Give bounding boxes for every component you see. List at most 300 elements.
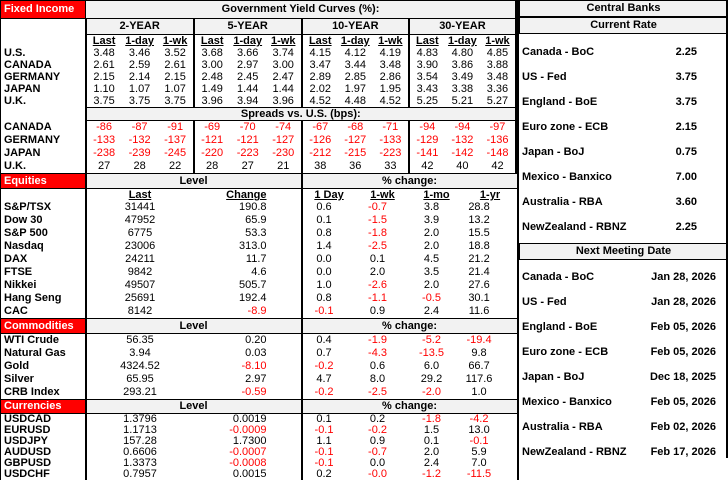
spread-cell: 40 [456, 160, 469, 172]
pct-1wk: 0.0 [369, 457, 386, 469]
yield-cell: 2.48 [194, 71, 230, 83]
row-label: USDCAD [4, 413, 52, 425]
change-value: 192.4 [238, 292, 267, 304]
pct-1day: 0.0 [302, 253, 356, 266]
yield-cell: 3.38 [451, 83, 474, 95]
spread-cell: -129 [409, 134, 445, 147]
pct-1mo: 6.0 [423, 360, 440, 372]
central-bank-name: Mexico - Banxico [522, 395, 612, 408]
central-bank-name: Australia - RBA [522, 420, 603, 433]
pct-1day: 0.0 [302, 266, 356, 279]
central-bank-rate: 3.75 [675, 95, 697, 108]
spread-cell: -142 [451, 147, 474, 159]
spread-cell: -94 [409, 121, 445, 135]
spread-cell: -67 [302, 121, 338, 135]
row-label: CANADA [4, 59, 52, 71]
central-bank-meeting-row [519, 339, 728, 364]
pct-1yr: 5.9 [471, 446, 487, 458]
yield-cell: 3.75 [86, 95, 122, 108]
spread-cell: -121 [194, 134, 230, 147]
yield-row [1, 71, 517, 83]
change-value: 190.8 [238, 201, 267, 213]
spread-cell: -136 [486, 134, 509, 146]
pct-1day: -0.1 [302, 447, 356, 458]
yield-cell: 3.48 [379, 59, 402, 71]
yield-cell: 1.10 [86, 83, 122, 95]
central-bank-meeting-date: Feb 05, 2026 [650, 320, 716, 333]
yield-cell: 3.74 [272, 47, 294, 59]
spread-cell: -141 [409, 147, 445, 160]
pct-1mo: -1.2 [422, 468, 441, 480]
pct-1day: 0.4 [302, 334, 356, 348]
yield-cell: 1.97 [344, 83, 366, 95]
row-label: Natural Gas [4, 347, 66, 359]
row-label: CRB Index [4, 386, 60, 398]
pct-1yr: 13.0 [468, 424, 490, 436]
spread-cell: -133 [379, 134, 402, 146]
spread-cell: -245 [164, 147, 187, 159]
central-bank-meeting-date: Feb 17, 2026 [650, 445, 716, 458]
pct-1wk: -2.6 [368, 279, 387, 291]
central-bank-meeting-row [519, 439, 728, 464]
last-value: 23006 [86, 240, 194, 253]
row-label: Nikkei [4, 279, 37, 291]
pct-1yr: 30.1 [468, 292, 490, 304]
pct-1wk: 0.6 [369, 360, 386, 372]
spread-cell: -91 [167, 121, 184, 133]
spread-cell: -132 [128, 134, 151, 146]
equity-row [1, 253, 518, 266]
yield-cell: 3.96 [194, 95, 230, 108]
pct-1yr: 27.6 [468, 279, 490, 291]
spread-cell: -86 [86, 121, 122, 135]
spread-cell: 27 [86, 160, 122, 173]
equity-row [1, 305, 518, 318]
change-value: 0.03 [245, 347, 267, 359]
commodity-row [1, 360, 518, 373]
equity-row [1, 227, 518, 240]
yield-cell: 2.45 [236, 71, 259, 83]
level-header: Level [86, 174, 302, 189]
last-value: 8142 [86, 305, 194, 318]
commodity-row [1, 373, 518, 386]
yield-cell: 5.25 [409, 95, 445, 108]
pct-1mo: 2.0 [423, 227, 440, 239]
yield-cell: 4.52 [302, 95, 338, 108]
yield-cell: 4.52 [379, 95, 402, 107]
yield-cell: 4.83 [409, 47, 445, 59]
change-value: 11.7 [245, 253, 267, 265]
pct-1wk: -1.9 [368, 334, 387, 346]
change-value: -0.0008 [229, 457, 267, 469]
pct-1mo: 2.4 [423, 305, 440, 317]
spread-cell: -70 [239, 121, 256, 133]
change-value: 1.7300 [232, 435, 267, 447]
yield-cell: 3.49 [451, 71, 474, 83]
pct-1mo: 29.2 [420, 373, 443, 385]
yield-cell: 3.75 [164, 95, 186, 107]
central-bank-meeting-row [519, 389, 728, 414]
central-bank-rate-row [519, 214, 728, 239]
pct-1day: 0.1 [302, 214, 356, 227]
last-value: 1.1713 [86, 425, 194, 436]
spread-cell: -215 [344, 147, 367, 159]
col-header: Last [409, 35, 445, 48]
spread-cell: 36 [349, 160, 362, 172]
yield-cell: 2.15 [164, 71, 186, 83]
pct-change-header: % change: [302, 174, 518, 189]
last-value: 65.95 [86, 373, 194, 386]
last-value: 9842 [86, 266, 194, 279]
level-header: Level [86, 400, 302, 414]
yield-cell: 4.80 [451, 47, 474, 59]
pct-1yr: 117.6 [465, 373, 493, 385]
spread-cell: -223 [236, 147, 259, 159]
change-value: -0.0009 [229, 424, 267, 436]
central-bank-meeting-date: Jan 28, 2026 [651, 270, 716, 283]
equity-row [1, 214, 518, 227]
change-value: 313.0 [238, 240, 267, 252]
col-header: Last [86, 189, 194, 202]
last-value: 0.6606 [86, 447, 194, 458]
yield-cell: 3.48 [486, 71, 509, 83]
pct-1yr: 21.2 [468, 253, 490, 265]
pct-1yr: 11.6 [468, 305, 490, 317]
yield-cell: 3.52 [164, 47, 186, 59]
spread-cell: 28 [133, 160, 146, 172]
spread-cell: -97 [489, 121, 506, 133]
col-header: 1-day [125, 35, 154, 47]
central-bank-name: Euro zone - ECB [522, 345, 609, 358]
commodities-table [0, 318, 519, 399]
central-bank-rate: 3.75 [675, 70, 697, 83]
central-bank-meeting-row [519, 314, 728, 339]
col-header: 1 Day [302, 189, 356, 202]
central-bank-rate-row [519, 139, 728, 164]
row-label: CANADA [4, 120, 52, 133]
central-bank-name: NewZealand - RBNZ [522, 220, 627, 233]
yield-cell: 1.95 [379, 83, 402, 95]
yield-cell: 1.07 [128, 83, 151, 95]
spread-cell: 22 [169, 160, 182, 172]
central-bank-name: US - Fed [522, 295, 567, 308]
row-label: U.K. [4, 95, 26, 108]
equity-row [1, 240, 518, 253]
col-header: 1-wk [378, 35, 403, 47]
pct-1yr: -4.2 [469, 413, 489, 425]
spread-cell: -87 [131, 121, 148, 133]
yield-cell: 5.21 [451, 95, 474, 107]
row-label: Gold [4, 360, 30, 372]
col-header: 1-wk [370, 189, 395, 201]
spread-cell: -69 [194, 121, 230, 135]
central-bank-name: US - Fed [522, 70, 567, 83]
last-value: 293.21 [86, 386, 194, 399]
pct-1wk: -1.8 [368, 227, 387, 239]
last-value: 31441 [86, 201, 194, 214]
pct-1mo: -13.5 [418, 347, 445, 359]
row-label: USDJPY [4, 435, 49, 447]
spread-cell: 28 [194, 160, 230, 173]
change-value: 2.97 [245, 373, 267, 385]
pct-1yr: -0.1 [469, 435, 489, 447]
row-label: JAPAN [4, 147, 41, 159]
yield-cell: 3.68 [194, 47, 230, 59]
col-header: 1-day [233, 35, 263, 47]
pct-1mo: 2.4 [423, 457, 440, 469]
yield-cell: 4.12 [344, 47, 366, 59]
col-header: 1-day [448, 35, 477, 47]
last-value: 56.35 [86, 334, 194, 348]
pct-1wk: -2.5 [368, 240, 387, 252]
last-value: 24211 [86, 253, 194, 266]
central-bank-name: Canada - BoC [522, 270, 595, 283]
pct-1day: -0.1 [302, 425, 356, 436]
row-label: EURUSD [4, 424, 51, 436]
spread-cell: 27 [241, 160, 254, 172]
yield-cell: 3.88 [486, 59, 509, 71]
pct-1wk: -2.5 [368, 386, 387, 398]
spread-cell: -230 [272, 147, 295, 159]
pct-1day: 1.1 [302, 436, 356, 447]
pct-1wk: -0.7 [368, 201, 387, 213]
pct-1wk: 2.0 [369, 266, 386, 278]
pct-1day: -0.2 [302, 386, 356, 399]
pct-1mo: 3.9 [423, 214, 440, 226]
pct-change-header: % change: [302, 400, 518, 414]
yield-cell: 1.44 [272, 83, 294, 95]
pct-change-header: % change: [302, 319, 518, 334]
central-bank-meeting-date: Feb 05, 2026 [650, 395, 716, 408]
pct-1yr: 13.2 [468, 214, 490, 226]
maturity-header-10y: 10-YEAR [302, 19, 409, 35]
pct-1wk: 0.1 [369, 253, 386, 265]
spread-cell: -133 [86, 134, 122, 147]
spacer-cell [1, 19, 86, 35]
spread-cell: 33 [384, 160, 397, 172]
central-bank-rate: 3.60 [675, 195, 697, 208]
yield-cell: 4.85 [486, 47, 509, 59]
central-bank-name: Canada - BoC [522, 45, 595, 58]
last-value: 6775 [86, 227, 194, 240]
pct-1wk: -0.0 [368, 468, 387, 480]
central-bank-name: Euro zone - ECB [522, 120, 609, 133]
yield-cell: 2.89 [302, 71, 338, 83]
spread-cell: -238 [86, 147, 122, 160]
pct-1mo: 2.0 [423, 446, 440, 458]
central-bank-name: England - BoE [522, 95, 598, 108]
pct-1yr: 66.7 [468, 360, 490, 372]
section-label-equities: Equities [1, 174, 86, 189]
yield-cell: 3.00 [194, 59, 230, 71]
spread-cell: -212 [302, 147, 338, 160]
change-value: -8.9 [247, 305, 267, 317]
equity-row [1, 292, 518, 305]
change-value: 53.3 [245, 227, 267, 239]
pct-1wk: -0.7 [368, 446, 387, 458]
pct-1wk: 8.0 [369, 373, 386, 385]
change-value: 505.7 [238, 279, 267, 291]
pct-1mo: -0.5 [422, 292, 441, 304]
spread-cell: -127 [344, 134, 367, 146]
pct-1yr: 15.5 [468, 227, 490, 239]
row-label: S&P/TSX [4, 201, 52, 213]
yield-row [1, 95, 517, 108]
central-bank-name: NewZealand - RBNZ [522, 445, 627, 458]
spread-cell: -132 [451, 134, 474, 146]
central-bank-rate: 2.25 [675, 220, 697, 233]
yield-cell: 3.86 [451, 59, 474, 71]
yield-cell: 3.00 [272, 59, 294, 71]
pct-1day: -0.1 [302, 458, 356, 469]
row-label: JAPAN [4, 83, 41, 95]
yield-cell: 3.47 [302, 59, 338, 71]
spread-cell: -137 [164, 134, 187, 146]
pct-1day: 0.7 [302, 347, 356, 360]
row-label: USDCHF [4, 468, 50, 480]
change-value: -8.10 [241, 360, 267, 372]
row-label: S&P 500 [4, 227, 48, 239]
pct-1wk: 0.9 [369, 435, 386, 447]
row-label: WTI Crude [4, 334, 59, 346]
col-header: Last [194, 35, 230, 48]
spread-cell: -68 [347, 121, 364, 133]
pct-1yr: -11.5 [466, 468, 492, 480]
row-label: CAC [4, 305, 28, 317]
yield-cell: 3.96 [272, 95, 294, 107]
central-bank-rate: 2.15 [675, 120, 697, 133]
pct-1mo: -2.0 [422, 386, 441, 398]
yield-cell: 3.43 [409, 83, 445, 95]
yield-cell: 4.19 [379, 47, 402, 59]
pct-1mo: 1.5 [423, 424, 440, 436]
pct-1day: 0.6 [302, 201, 356, 214]
pct-1yr: 1.0 [471, 386, 487, 398]
row-label: U.S. [4, 47, 26, 59]
spread-cell: 42 [409, 160, 445, 173]
yield-cell: 4.15 [302, 47, 338, 59]
pct-1mo: -5.2 [422, 334, 441, 346]
central-bank-meeting-row [519, 264, 728, 289]
col-header: Change [226, 189, 267, 201]
central-bank-name: Australia - RBA [522, 195, 603, 208]
pct-1day: 0.1 [302, 414, 356, 426]
yield-cell: 5.27 [486, 95, 509, 107]
commodity-row [1, 386, 518, 399]
level-header: Level [86, 319, 302, 334]
row-label: GBPUSD [4, 457, 52, 469]
spread-cell: -239 [128, 147, 151, 159]
central-bank-meeting-row [519, 289, 728, 314]
spread-cell: -220 [194, 147, 230, 160]
yield-cell: 2.85 [344, 71, 366, 83]
central-bank-rate: 7.00 [675, 170, 697, 183]
maturity-header-30y: 30-YEAR [409, 19, 516, 35]
yield-cell: 3.75 [128, 95, 151, 107]
currency-row [1, 469, 518, 480]
col-header: 1-day [340, 35, 370, 47]
pct-1yr: -19.4 [466, 334, 492, 346]
pct-1mo: 2.0 [423, 279, 440, 291]
pct-1day: 0.8 [302, 227, 356, 240]
change-value: -0.59 [241, 386, 267, 398]
equities-table [0, 173, 519, 318]
yield-cell: 2.02 [302, 83, 338, 95]
pct-1mo: 3.8 [423, 201, 440, 213]
pct-1yr: 7.0 [471, 457, 487, 469]
yield-curves-table [0, 0, 517, 173]
central-bank-rate-row [519, 64, 728, 89]
yield-cell: 3.44 [344, 59, 366, 71]
last-value: 49507 [86, 279, 194, 292]
yield-curves-title: Government Yield Curves (%): [86, 1, 516, 19]
pct-1mo: 2.0 [423, 240, 440, 252]
col-header: 1-wk [162, 35, 188, 47]
pct-1wk: -4.3 [368, 347, 387, 359]
row-label: Nasdaq [4, 240, 44, 252]
pct-1mo: 3.5 [423, 266, 440, 278]
central-bank-name: Japan - BoJ [522, 145, 585, 158]
yield-row [1, 47, 517, 59]
yield-row [1, 59, 517, 71]
change-value: 0.0019 [232, 413, 267, 425]
last-value: 3.94 [86, 347, 194, 360]
pct-1wk: -1.1 [368, 292, 387, 304]
col-header: 1-mo [423, 189, 450, 201]
commodity-row [1, 334, 518, 348]
pct-1wk: 0.2 [369, 413, 386, 425]
central-bank-rate-row [519, 164, 728, 189]
spacer-cell [1, 108, 86, 121]
col-header: 1-yr [479, 189, 501, 201]
central-bank-rate-row [519, 114, 728, 139]
spreads-title: Spreads vs. U.S. (bps): [86, 108, 516, 121]
yield-cell: 2.47 [272, 71, 294, 83]
row-label: AUDUSD [4, 446, 52, 458]
yield-cell: 2.97 [236, 59, 259, 71]
spread-cell: -121 [236, 134, 259, 146]
central-banks-panel [517, 0, 728, 471]
section-label-commodities: Commodities [1, 319, 86, 334]
spread-row [1, 160, 517, 173]
last-value: 47952 [86, 214, 194, 227]
yield-cell: 3.66 [236, 47, 259, 59]
central-bank-name: England - BoE [522, 320, 598, 333]
row-label: DAX [4, 253, 28, 265]
pct-1mo: -1.8 [422, 413, 441, 425]
last-value: 0.7957 [86, 469, 194, 480]
central-bank-meeting-row [519, 414, 728, 439]
pct-1yr: 28.8 [468, 201, 490, 213]
central-bank-rate: 0.75 [675, 145, 697, 158]
next-meeting-list [519, 264, 728, 464]
spread-cell: 42 [491, 160, 504, 172]
row-label: Hang Seng [4, 292, 62, 304]
col-header: Last [86, 35, 122, 48]
last-value: 1.3796 [86, 414, 194, 426]
change-value: -0.0007 [229, 446, 267, 458]
yield-cell: 3.90 [409, 59, 445, 71]
yield-cell: 1.44 [236, 83, 259, 95]
currencies-table [0, 399, 519, 480]
section-label-currencies: Currencies [1, 400, 86, 414]
last-value: 1.3373 [86, 458, 194, 469]
row-label: U.K. [4, 160, 26, 172]
spread-cell: 38 [302, 160, 338, 173]
yield-cell: 1.07 [164, 83, 186, 95]
pct-1day: 0.8 [302, 292, 356, 305]
equity-row [1, 201, 518, 214]
